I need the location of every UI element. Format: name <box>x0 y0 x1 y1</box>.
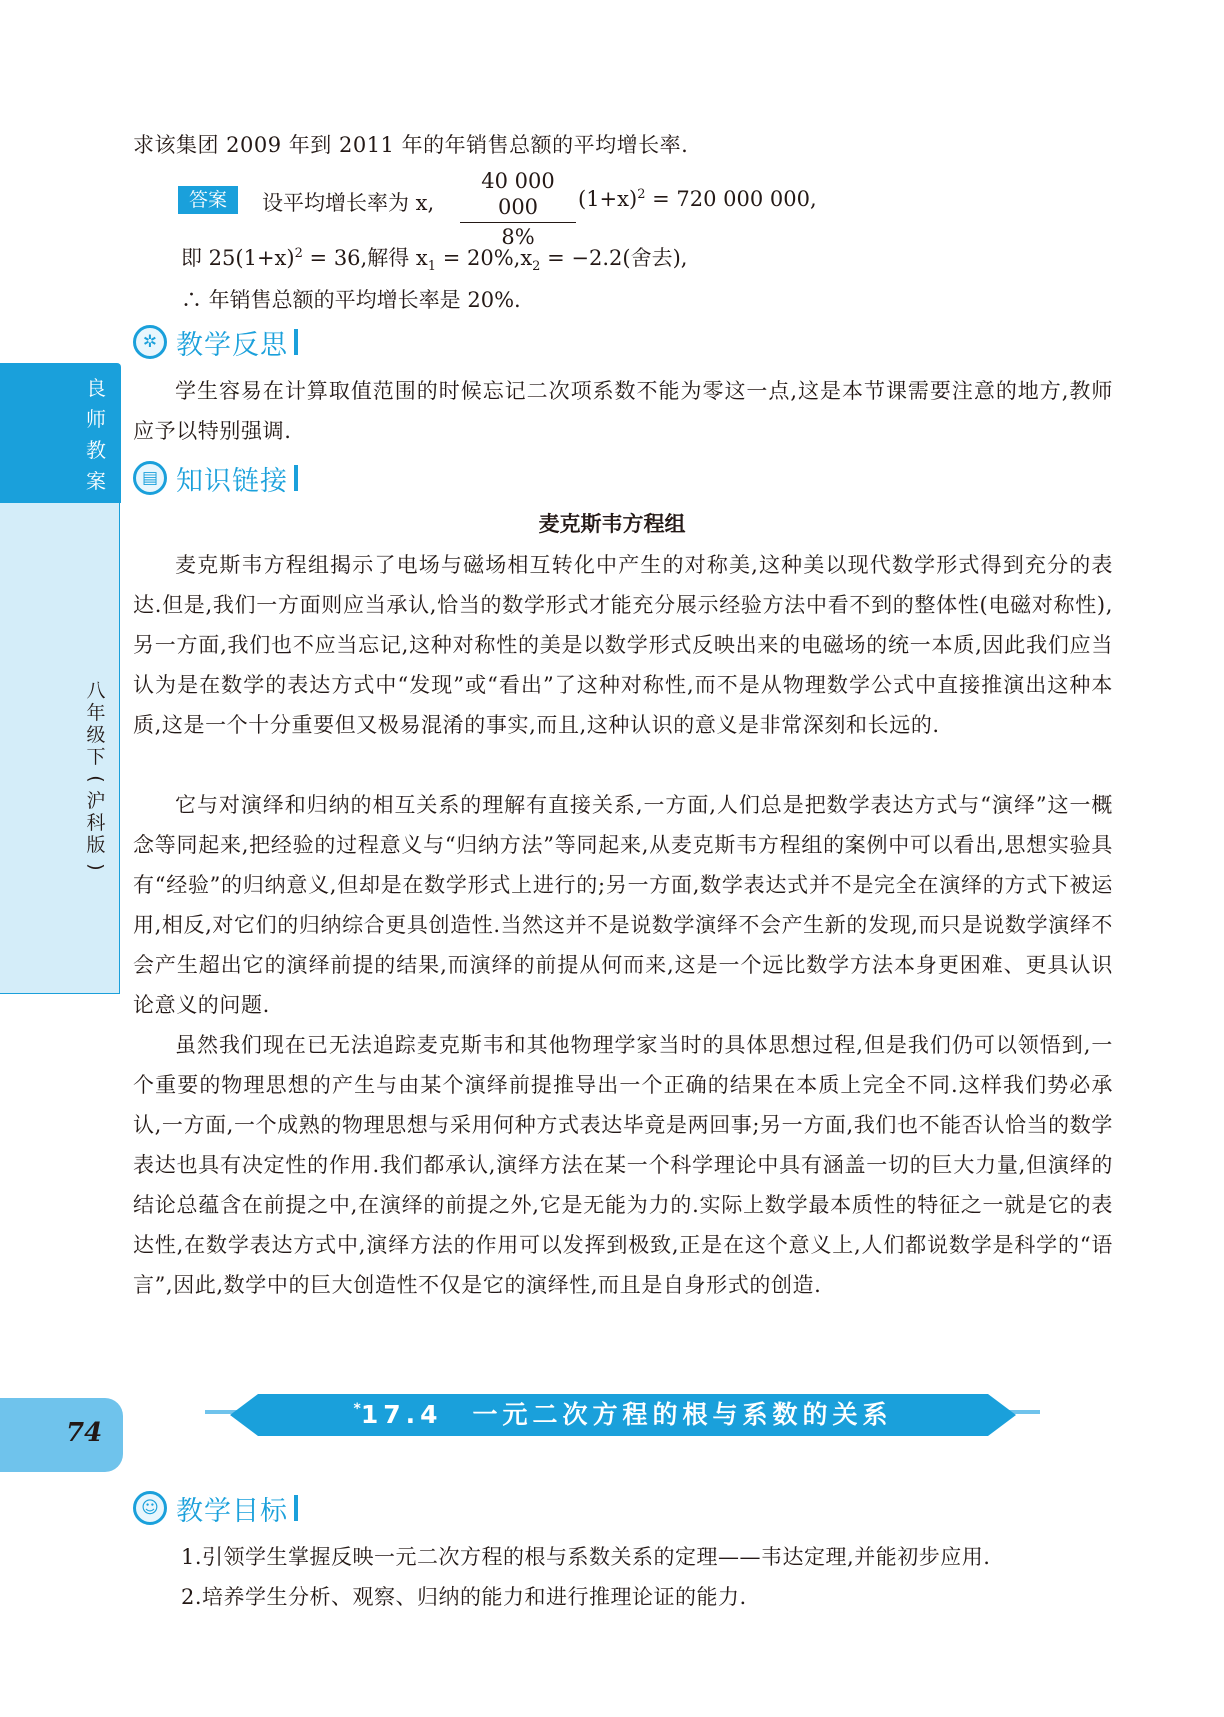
heading-bar <box>294 465 298 491</box>
fraction-numerator: 40 000 000 <box>460 168 576 223</box>
article-paragraph-1: 麦克斯韦方程组揭示了电场与磁场相互转化中产生的对称美,这种美以现代数学形式得到充分的表达.但是,我们一方面则应当承认,恰当的数学形式才能充分展示经验方法中看不到的整体性(电磁对称性),另一方面,我们也不应当忘记,这种对称性的美是以数学形式反映出来的电磁场的统一本质,因此我们应当认为是在数学的表达方式中“发现”或“看出”了这种对称性,而不是从物理数学公式中直接推演出这种本质,这是一个十分重要但又极易混淆的事实,而且,这种认识的意义是非常深刻和长远的. <box>133 553 1113 737</box>
answer-line-2 <box>181 242 687 274</box>
goals-title: 教学目标 <box>176 1495 288 1527</box>
answer-line-1-post <box>578 187 817 211</box>
heading-bar <box>294 1495 298 1521</box>
book-link-icon: ▤ <box>133 461 167 495</box>
grade-char: 年 <box>86 702 106 724</box>
reflection-title: 教学反思 <box>176 329 288 361</box>
side-char: 教 <box>86 438 106 462</box>
article-paragraph-2: 它与对演绎和归纳的相互关系的理解有直接关系,一方面,人们总是把数学表达方式与“演绎”这一概念等同起来,把经验的过程意义与“归纳方法”等同起来,从麦克斯韦方程组的案例中可以看出,思想实验具有“经验”的归纳意义,但却是在数学形式上进行的;另一方面,数学表达式并不是完全在演绎的方式下被运用,相反,对它们的归纳综合更具创造性.当然这并不是说数学演绎不会产生新的发现,而只是说数学演绎不会产生超出它的演绎前提的结果,而演绎的前提从何而来,这是一个远比数学方法本身更困难、更具认识论意义的问题. <box>133 793 1113 1017</box>
expr: 即 25(1+x) <box>181 246 295 270</box>
article-title: 麦克斯韦方程组 <box>538 512 686 536</box>
page-number: 74 <box>66 1418 103 1448</box>
grade-char: 版 <box>86 834 106 856</box>
goal-item: 2.培养学生分析、观察、归纳的能力和进行推理论证的能力. <box>181 1585 747 1609</box>
answer-line-3: ∴ 年销售总额的平均增长率是 20%. <box>181 288 521 312</box>
grade-char: ( <box>85 775 107 783</box>
expr: = −2.2(舍去), <box>540 246 688 270</box>
subscript: 2 <box>532 259 541 275</box>
knowledge-title: 知识链接 <box>176 465 288 497</box>
grade-char: 级 <box>86 724 106 746</box>
answer-line-1-pre: 设平均增长率为 x, <box>262 191 435 215</box>
side-char: 案 <box>86 469 106 493</box>
goals-heading <box>133 1488 298 1528</box>
expr: (1+x) <box>578 187 638 211</box>
knowledge-heading <box>133 458 298 498</box>
answer-badge: 答案 <box>178 186 238 214</box>
grade-char: 沪 <box>86 790 106 812</box>
chapter-banner <box>258 1394 988 1436</box>
fraction <box>460 168 576 251</box>
page-number-tab <box>0 1398 123 1472</box>
exponent: 2 <box>294 246 303 261</box>
side-char: 良 <box>86 376 106 400</box>
chapter-title-text: 17.4 一元二次方程的根与系数的关系 <box>360 1400 893 1429</box>
banner-arrow-left <box>230 1394 258 1436</box>
grade-char: 八 <box>86 680 106 702</box>
exponent: 2 <box>637 187 646 202</box>
question-line: 求该集团 2009 年到 2011 年的年销售总额的平均增长率. <box>133 133 689 157</box>
heading-bar <box>294 329 298 355</box>
expr: = 36,解得 x <box>302 246 428 270</box>
goal-item: 1.引领学生掌握反映一元二次方程的根与系数关系的定理——韦达定理,并能初步应用. <box>181 1545 991 1569</box>
expr: = 720 000 000, <box>645 187 817 211</box>
fraction-denominator: 8% <box>501 225 535 249</box>
side-char: 师 <box>86 407 106 431</box>
grade-char: 下 <box>86 746 106 768</box>
expr: = 20%,x <box>436 246 533 270</box>
brain-icon: ✲ <box>133 325 167 359</box>
side-grade-label <box>82 680 110 878</box>
smile-icon: ☺ <box>133 1491 167 1525</box>
grade-char: ) <box>85 863 107 871</box>
grade-char: 科 <box>86 812 106 834</box>
article-paragraph-3: 虽然我们现在已无法追踪麦克斯韦和其他物理学家当时的具体思想过程,但是我们仍可以领悟到,一个重要的物理思想的产生与由某个演绎前提推导出一个正确的结果在本质上完全不同.这样我们势必承认,一方面,一个成熟的物理思想与采用何种方式表达毕竟是两回事;另一方面,我们也不能否认恰当的数学表达也具有决定性的作用.我们都承认,演绎方法在某一个科学理论中具有涵盖一切的巨大力量,但演绎的结论总蕴含在前提之中,在演绎的前提之外,它是无能为力的.实际上数学最本质性的特征之一就是它的表达性,在数学表达方式中,演绎方法的作用可以发挥到极致,正是在这个意义上,人们都说数学是科学的“语言”,因此,数学中的巨大创造性不仅是它的演绎性,而且是自身形式的创造. <box>133 1033 1113 1297</box>
optional-star: * <box>353 1401 361 1417</box>
side-tab-top <box>0 363 121 503</box>
reflection-text: 学生容易在计算取值范围的时候忘记二次项系数不能为零这一点,这是本节课需要注意的地方,教师应予以特别强调. <box>133 379 1113 443</box>
subscript: 1 <box>427 259 437 275</box>
reflection-heading <box>133 322 298 362</box>
chapter-title <box>258 1394 988 1436</box>
banner-arrow-right <box>988 1394 1016 1436</box>
